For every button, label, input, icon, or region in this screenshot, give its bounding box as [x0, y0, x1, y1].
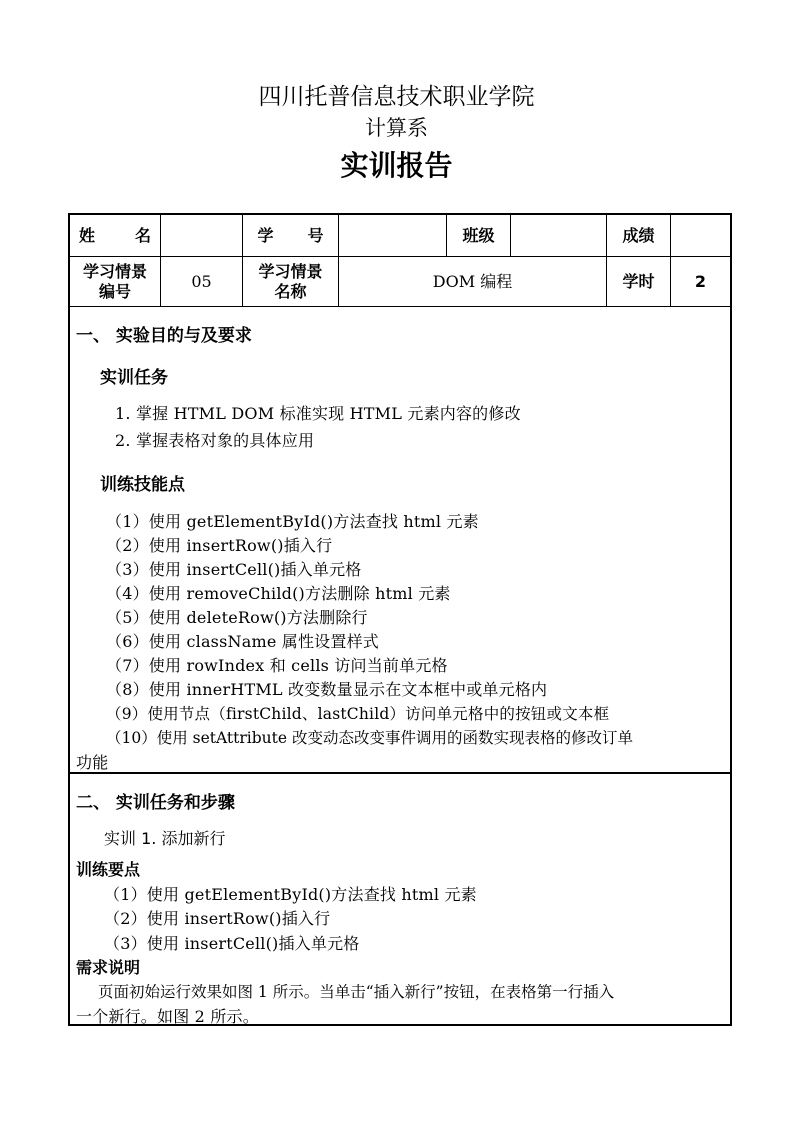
context-no-label-line2: 编号 [98, 281, 131, 301]
report-title: 实训报告 [340, 149, 453, 182]
skill-item: （2）使用 insertRow()插入行 [106, 536, 333, 555]
context-name-label-cell [243, 257, 338, 306]
context-name-label-line1: 学习情景 [258, 261, 323, 281]
skill-item: （4）使用 removeChild()方法删除 html 元素 [106, 584, 451, 603]
context-name-value: DOM 编程 [432, 271, 513, 291]
id-label: 学号 [257, 225, 358, 245]
class-value-cell[interactable] [511, 215, 606, 256]
skill-item: （5）使用 deleteRow()方法删除行 [106, 608, 368, 627]
row-divider [68, 306, 732, 307]
exercise-title: 实训 1. 添加新行 [104, 829, 226, 848]
context-no-label-cell [70, 257, 160, 306]
point-item: （1）使用 getElementById()方法查找 html 元素 [104, 885, 477, 904]
points-heading: 训练要点 [76, 860, 141, 879]
context-name-label-line2: 名称 [274, 281, 307, 301]
skill-item: （3）使用 insertCell()插入单元格 [106, 560, 362, 579]
requirements-text-continuation: 一个新行。如图 2 所示。 [76, 1007, 259, 1026]
skill-item: （8）使用 innerHTML 改变数量显示在文本框中或单元格内 [106, 680, 548, 699]
section2-heading: 二、 实训任务和步骤 [76, 793, 235, 813]
name-label-cell [70, 215, 191, 256]
name-value-cell[interactable] [161, 215, 242, 256]
point-item: （2）使用 insertRow()插入行 [104, 909, 331, 928]
department-name: 计算系 [365, 116, 428, 140]
skill-item: （1）使用 getElementById()方法查找 html 元素 [106, 512, 479, 531]
context-no-label-line1: 学习情景 [82, 261, 147, 281]
skill-item: （6）使用 className 属性设置样式 [106, 632, 379, 651]
task-item: 2. 掌握表格对象的具体应用 [115, 431, 315, 450]
hours-label: 学时 [622, 271, 655, 291]
skill-item: （10）使用 setAttribute 改变动态改变事件调用的函数实现表格的修改订单 [106, 729, 633, 747]
skill-item-continuation: 功能 [76, 753, 109, 772]
point-item: （3）使用 insertCell()插入单元格 [104, 934, 360, 953]
section-divider [68, 772, 732, 774]
requirements-text: 页面初始运行效果如图 1 所示。当单击“插入新行”按钮，在表格第一行插入 [98, 983, 615, 1001]
score-value-cell[interactable] [671, 215, 730, 256]
skill-item: （9）使用节点（firstChild、lastChild）访问单元格中的按钮或文本框 [106, 705, 610, 723]
section1-heading: 一、 实验目的与及要求 [76, 326, 252, 346]
id-label-cell [243, 215, 358, 256]
class-label: 班级 [462, 225, 495, 245]
id-value-cell[interactable] [339, 215, 446, 256]
requirements-heading: 需求说明 [76, 958, 141, 977]
hours-value: 2 [694, 271, 707, 291]
school-name: 四川托普信息技术职业学院 [258, 84, 535, 110]
task-item: 1. 掌握 HTML DOM 标准实现 HTML 元素内容的修改 [115, 404, 521, 423]
name-label: 姓名 [78, 225, 191, 245]
skills-heading: 训练技能点 [100, 475, 185, 495]
context-no-value: 05 [191, 271, 212, 291]
skill-item: （7）使用 rowIndex 和 cells 访问当前单元格 [106, 656, 448, 675]
task-heading: 实训任务 [100, 368, 168, 388]
score-label: 成绩 [622, 225, 655, 245]
